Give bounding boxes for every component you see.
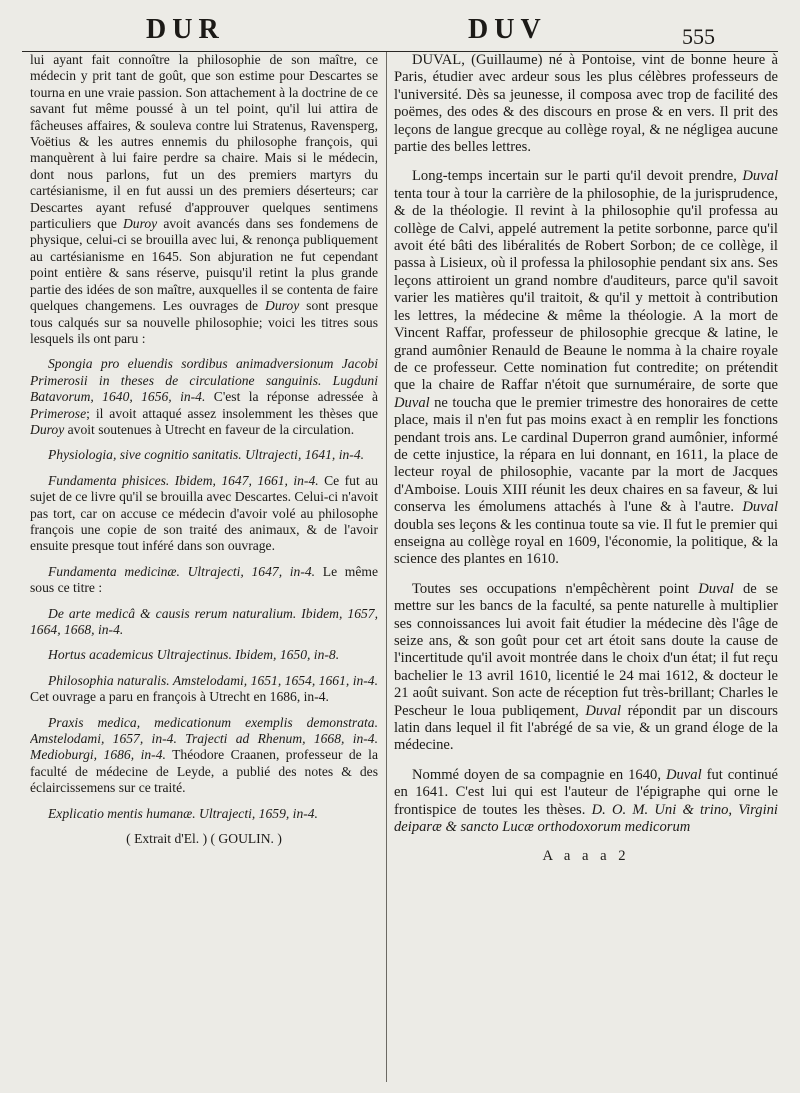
bibliography-entry: Philosophia naturalis. Amstelodami, 1651, 1654, 1661, in-4. Cet ouvrage a paru en françois à Utrecht en 1686, in-4. <box>30 672 378 705</box>
bibliography-entry: Praxis medica, medicationum exemplis demonstrata. Amstelodami, 1657, in-4. Trajecti ad Rhenum, 1668, in-4. Medioburgi, 1686, in-4. Théodore Craanen, professeur de la faculté de médecine de Leyde, a publié des notes & des éclaircissemens sur ce traité. <box>30 714 378 796</box>
left-column <box>30 52 378 1082</box>
running-header <box>0 14 800 48</box>
page-number: 555 <box>682 24 715 49</box>
header-center-title: DUV <box>468 14 547 45</box>
paragraph: Nommé doyen de sa compagnie en 1640, Duval fut continué en 1641. C'est lui qui est l'auteur de l'épigraphe qui orne le frontispice de toutes les thèses. D. O. M. Uni & trino, Virgini deiparæ & sancto Lucæ orthodoxorum medicorum <box>394 766 778 836</box>
bibliography-entry: Fundamenta medicinæ. Ultrajecti, 1647, in-4. Le même sous ce titre : <box>30 563 378 596</box>
header-left-title: DUR <box>146 14 225 45</box>
paragraph: Toutes ses occupations n'empêchèrent point Duval de se mettre sur les bancs de la faculté, sa pente naturelle à multiplier ses connoissances lui avoit fait étudier la médecine dès l'âge de seize ans, & son goût pour cet art étoit sans doute la cause de l'incertitude qu'il avoit montrée dans le choix d'un état; il fut reçu bachelier le 13 avril 1610, licentié le 24 mai 1612, & docteur le 21 août suivant. Son acte de réception fut très-brillant; Charles le Pescheur le loua publiqement, Duval répondit par un discours latin dans lequel il fit l'abrégé de sa vie, & un grand éloge de la médecine. <box>394 580 778 754</box>
bibliography-entry: Fundamenta phisices. Ibidem, 1647, 1661, in-4. Ce fut au sujet de ce livre qu'il se brouilla avec Descartes. Celui-ci n'avoit pas tort, car on accuse ce médecin d'avoir volé au philosophe françois une copie de son traité des animaux, & de l'avoir ensuite presque tout inféré dans son ouvrage. <box>30 472 378 554</box>
signature-mark: A a a a 2 <box>542 848 630 865</box>
paragraph: DUVAL, (Guillaume) né à Pontoise, vint de bonne heure à Paris, étudier avec ardeur sous les plus célèbres professeurs de l'université. Dès sa jeunesse, il composa avec trop de facilité des poëmes, des odes & des discours en prose & en vers. Il prit des leçons de langue grecque au collège royal, & ne négligea aucune partie des belles lettres. <box>394 52 778 156</box>
bibliography-entry: Spongia pro eluendis sordibus animadversionum Jacobi Primerosii in theses de circulatione sanguinis. Lugduni Batavorum, 1640, 1656, in-4. C'est la réponse adressée à Primerose; il avoit attaqué assez insolemment les thèses que Duroy avoit soutenues à Utrecht en faveur de la circulation. <box>30 356 378 437</box>
source-attribution: ( Extrait d'El. ) ( GOULIN. ) <box>126 831 282 847</box>
bibliography-entry: Physiologia, sive cognitio sanitatis. Ultrajecti, 1641, in-4. <box>48 447 365 463</box>
right-column <box>394 52 778 1082</box>
paragraph: Long-temps incertain sur le parti qu'il devoit prendre, Duval tenta tour à tour la carrière de la philosophie, de la jurisprudence, & de la théologie. Il revint à la philosophie qu'il professa au collège de Calvi, appelé autrement la petite sorbonne, parce qu'il avoit été bâti des libéralités de Robert Sorbon; de ce collège, il passa à Lisieux, où il professa la philosophie pendant six ans. Ses leçons attiroient un grand nombre d'auditeurs, parce qu'il savoit varier les matières qu'il traitoit, & qu'il y mettoit à contribution les lettres, la médecine & même la théologie. A la mort de Vincent Raffar, professeur de philosophie grecque & latine, le grand aumônier Renauld de Beaune le nomma à la chaire royale de ce professeur. Cette nomination fut contredite; on prétendit que la chaire de Raffar n'étoit que surnuméraire, de sorte que Duval ne toucha que le premier trimestre des honoraires de cette place, mais il n'en fut pas moins exact à en remplir les fonctions pendant trois ans. Le cardinal Duperron grand aumônier, informé de cette injustice, la répara en lui donnant, en 1611, la place de lecteur royal de philosophie, vacante par la mort de Jacques d'Amboise. Louis XIII réunit les deux chaires en sa faveur, & lui conserva les émolumens attachés à l'une & à l'autre. Duval doubla ses leçons & les continua toute sa vie. Il fut le premier qui enseigna au collège royal en 1609, l'économie, la politique, & la science des plantes en 1610. <box>394 168 778 568</box>
bibliography-entry: De arte medicâ & causis rerum naturalium. Ibidem, 1657, 1664, 1668, in-4. <box>30 605 378 637</box>
bibliography-entry: Hortus academicus Ultrajectinus. Ibidem, 1650, in-8. <box>48 647 340 663</box>
paragraph: lui ayant fait connoître la philosophie de son maître, ce médecin y prit tant de goût, que son estime pour Descartes se tourna en une vraie passion. Son attachement à la doctrine de ce savant fut même poussé à un tel point, qu'il lui attira de fâcheuses affaires, & souleva contre lui Stratenus, Ravensperg, Voëtius & les autres ennemis du philosophe françois, qui manquèrent à lui faire perdre sa chaire. Mais si le médecin, dont nous parlons, fut un des premiers martyrs du cartésianisme, il en fut aussi un des premiers déserteurs; car Descartes ayant refusé d'approuver quelques sentimens particuliers que Duroy avoit avancés dans ses fondemens de physique, celui-ci se brouilla avec lui, & renonça publiquement au cartésianisme en 1645. Son abjuration ne fut cependant point entière & sans réserve, puisqu'il retint la plus grande partie des idées de son maître, auxquelles il se contenta de faire quelques changemens. Les ouvrages de Duroy sont presque tous calqués sur sa nouvelle philosophie; voici les titres sous lesquels ils ont paru : <box>30 52 378 346</box>
bibliography-entry: Explicatio mentis humanæ. Ultrajecti, 1659, in-4. <box>48 805 318 821</box>
column-divider <box>386 52 387 1082</box>
